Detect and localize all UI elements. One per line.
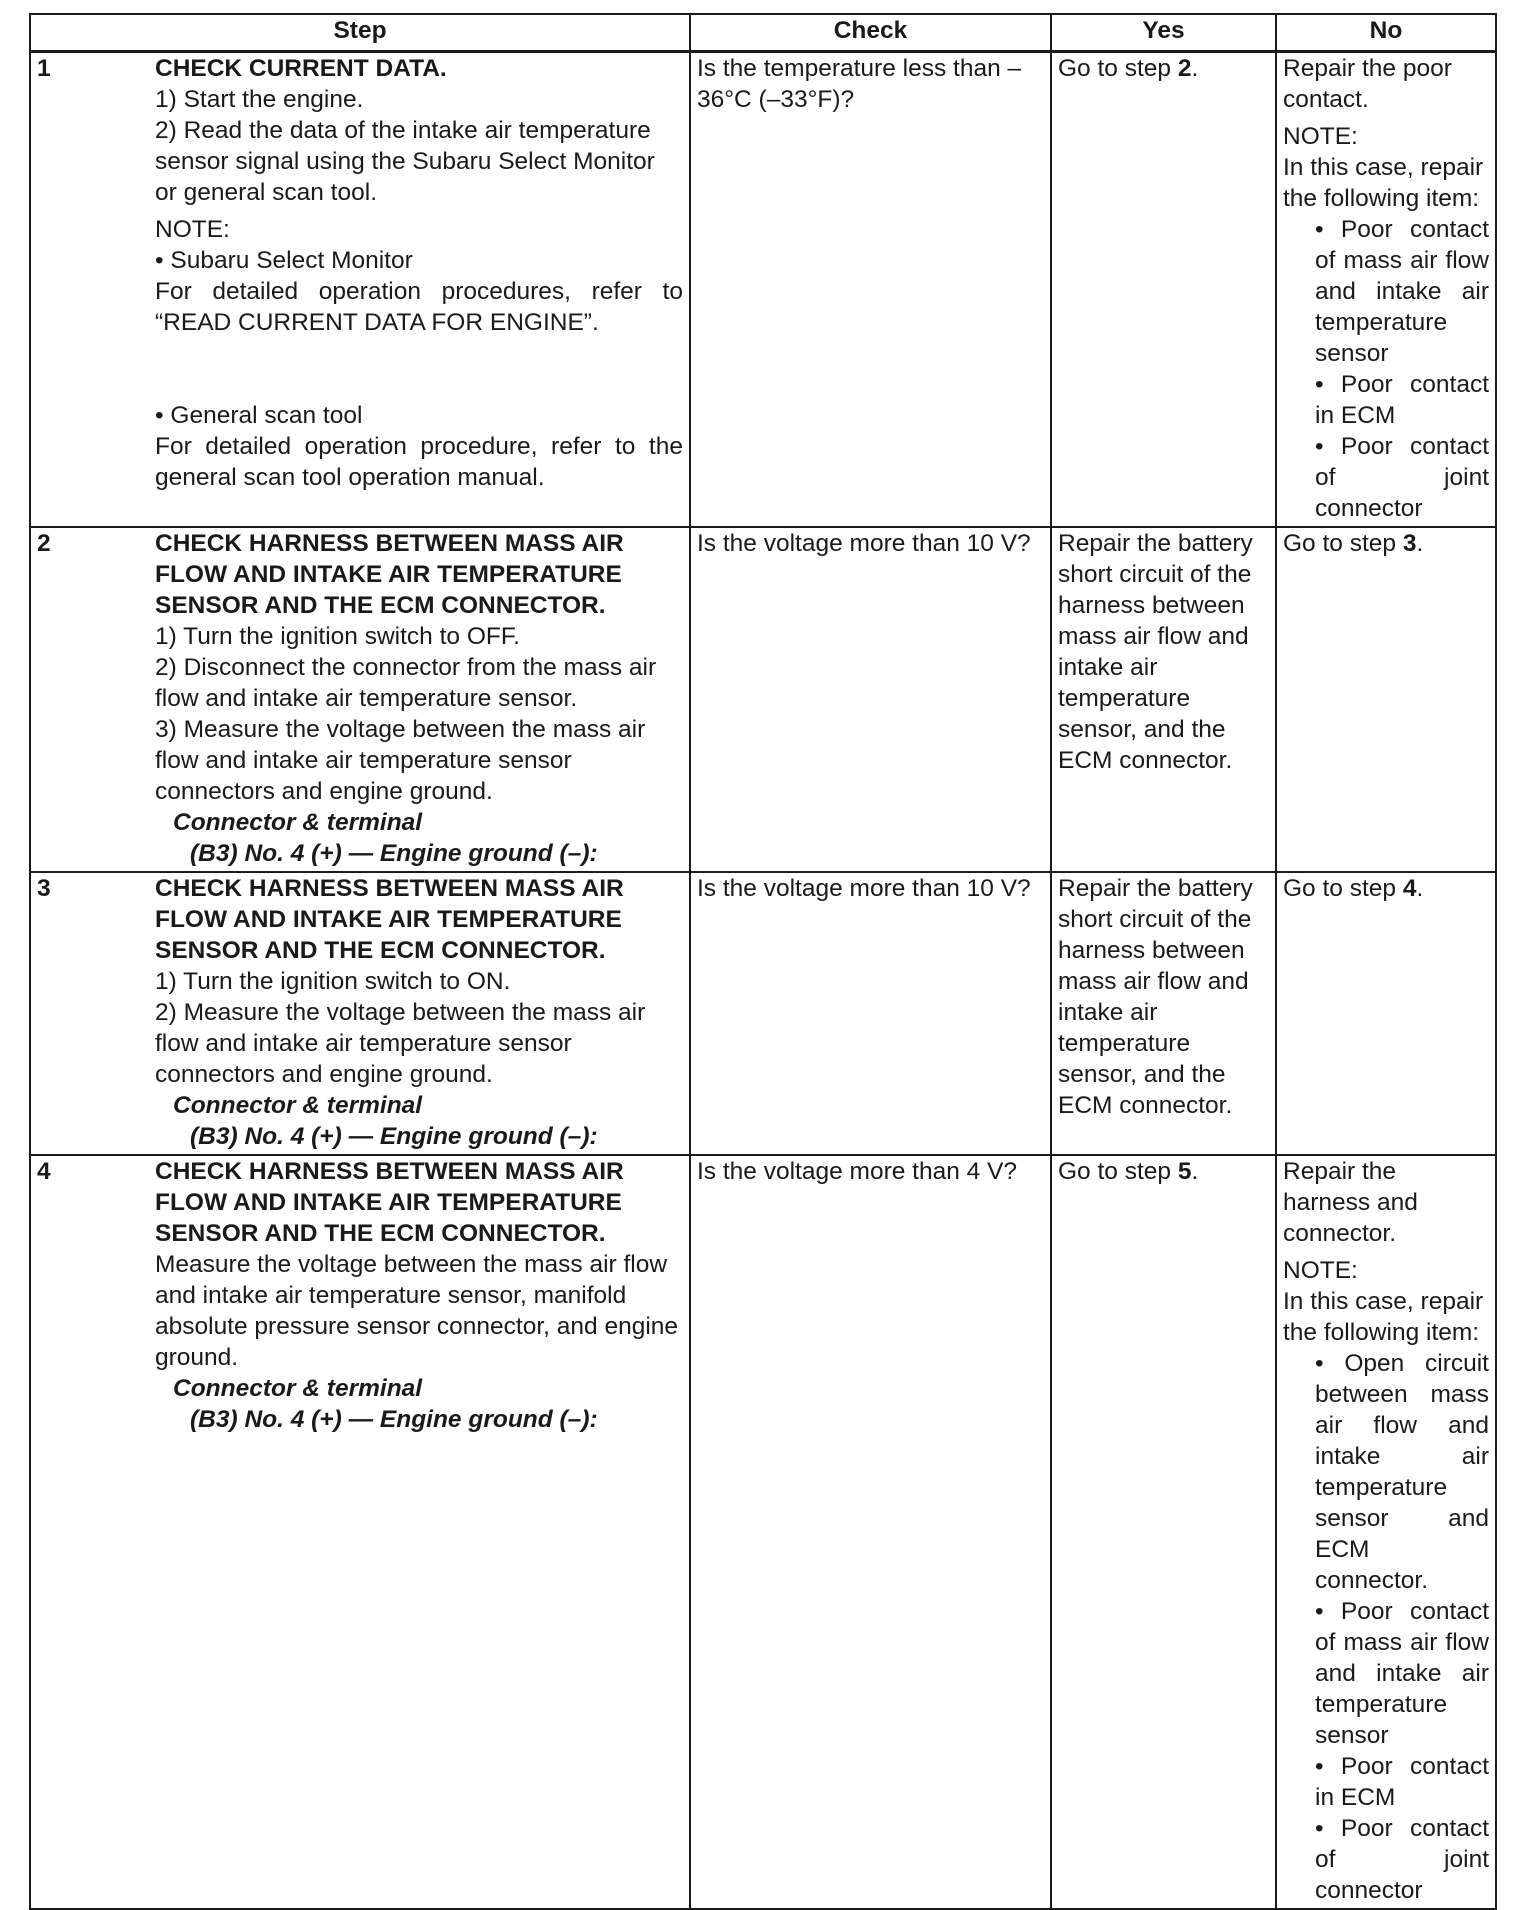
note-line: “READ CURRENT DATA FOR ENGINE”. (155, 309, 599, 336)
step-instruction: 1) Turn the ignition switch to ON. (155, 968, 511, 995)
step-content (155, 873, 683, 1152)
no-note-label: NOTE: (1283, 123, 1358, 150)
header-yes: Yes (1051, 14, 1276, 52)
no-list-item: • Open circuit between mass air flow and intake air temperature sensor and ECM connector. (1315, 1350, 1489, 1594)
step-instruction: 2) Disconnect the connector from the mass air flow and intake air temperature sensor. (155, 654, 657, 712)
check-cell (690, 527, 1051, 872)
yes-cell (1051, 52, 1276, 528)
no-action: Repair the harness and connector. (1283, 1158, 1418, 1247)
no-cell (1276, 872, 1496, 1155)
step-cell (30, 1155, 690, 1909)
no-cell (1276, 527, 1496, 872)
step-content (155, 1156, 683, 1435)
no-suffix: . (1416, 530, 1424, 557)
step-cell (30, 872, 690, 1155)
yes-cell (1051, 1155, 1276, 1909)
yes-cell (1051, 872, 1276, 1155)
yes-suffix: . (1191, 55, 1199, 82)
step-title: CHECK HARNESS BETWEEN MASS AIR FLOW AND INTAKE AIR TEMPERATURE SENSOR AND THE ECM CONNECTOR. (155, 530, 624, 619)
step-instruction: 2) Read the data of the intake air temperature (155, 117, 651, 144)
check-cell (690, 52, 1051, 528)
yes-prefix: Go to step (1058, 1158, 1178, 1185)
diagnostic-table (29, 13, 1497, 1910)
connector-value: (B3) No. 4 (+) — Engine ground (–): (190, 1406, 598, 1433)
yes-action: Repair the battery short circuit of the harness between mass air flow and intake air temperature sensor, and the ECM connector. (1058, 530, 1253, 774)
step-content (155, 528, 683, 869)
table-row (30, 52, 1496, 528)
note-line: • General scan tool (155, 402, 363, 429)
no-action: Repair the poor contact. (1283, 55, 1452, 113)
no-prefix: Go to step (1283, 530, 1403, 557)
yes-cell (1051, 527, 1276, 872)
step-title: CHECK CURRENT DATA. (155, 55, 447, 82)
connector-label: Connector & terminal (173, 1092, 423, 1119)
step-cell (30, 527, 690, 872)
step-number: 4 (37, 1158, 51, 1185)
check-question: Is the temperature less than –36°C (–33°F)? (697, 55, 1022, 113)
step-number: 1 (37, 55, 51, 82)
step-title: CHECK HARNESS BETWEEN MASS AIR FLOW AND INTAKE AIR TEMPERATURE SENSOR AND THE ECM CONNECTOR. (155, 1158, 624, 1247)
step-instruction: 1) Start the engine. (155, 86, 364, 113)
no-step-link[interactable]: 4 (1402, 875, 1417, 902)
no-step-link[interactable]: 3 (1402, 530, 1417, 557)
check-cell (690, 1155, 1051, 1909)
note-line: For detailed operation procedures, refer to (155, 278, 683, 305)
no-suffix: . (1416, 875, 1424, 902)
check-cell (690, 872, 1051, 1155)
no-list-item: • Poor contact in ECM (1315, 1753, 1489, 1811)
step-instruction: 1) Turn the ignition switch to OFF. (155, 623, 520, 650)
no-list-item: • Poor contact of joint connector (1315, 1815, 1489, 1904)
step-cell (30, 52, 690, 528)
header-no: No (1276, 14, 1496, 52)
connector-label: Connector & terminal (173, 809, 423, 836)
yes-suffix: . (1191, 1158, 1199, 1185)
step-title: CHECK HARNESS BETWEEN MASS AIR FLOW AND INTAKE AIR TEMPERATURE SENSOR AND THE ECM CONNECTOR. (155, 875, 624, 964)
step-instruction: or general scan tool. (155, 179, 377, 206)
yes-step-link[interactable]: 2 (1177, 55, 1192, 82)
yes-prefix: Go to step (1058, 55, 1178, 82)
step-number: 3 (37, 875, 51, 902)
step-instruction: 2) Measure the voltage between the mass air flow and intake air temperature sensor connectors and engine ground. (155, 999, 646, 1088)
check-question: Is the voltage more than 10 V? (697, 875, 1031, 902)
step-number: 2 (37, 530, 51, 557)
step-instruction: 3) Measure the voltage between the mass air flow and intake air temperature sensor connectors and engine ground. (155, 716, 646, 805)
no-list-item: • Poor contact in ECM (1315, 371, 1489, 429)
yes-action: Repair the battery short circuit of the harness between mass air flow and intake air temperature sensor, and the ECM connector. (1058, 875, 1253, 1119)
note-label: NOTE: (155, 216, 230, 243)
header-check: Check (690, 14, 1051, 52)
table-row (30, 1155, 1496, 1909)
connector-value: (B3) No. 4 (+) — Engine ground (–): (190, 1123, 598, 1150)
step-content (155, 53, 683, 493)
no-list-item: • Poor contact of mass air flow and intake air temperature sensor (1315, 216, 1489, 367)
yes-step-link[interactable]: 5 (1177, 1158, 1192, 1185)
check-question: Is the voltage more than 10 V? (697, 530, 1031, 557)
connector-value: (B3) No. 4 (+) — Engine ground (–): (190, 840, 598, 867)
step-instruction: Measure the voltage between the mass air flow and intake air temperature sensor, manifold absolute pressure sensor connector, and engine ground. (155, 1251, 679, 1371)
no-list-item: • Poor contact of joint connector (1315, 433, 1489, 522)
table-header-row (30, 14, 1496, 52)
connector-label: Connector & terminal (173, 1375, 423, 1402)
table-row (30, 872, 1496, 1155)
note-line: general scan tool operation manual. (155, 464, 545, 491)
no-note-label: NOTE: (1283, 1257, 1358, 1284)
check-question: Is the voltage more than 4 V? (697, 1158, 1018, 1185)
no-list-item: • Poor contact of mass air flow and intake air temperature sensor (1315, 1598, 1489, 1749)
note-line: • Subaru Select Monitor (155, 247, 413, 274)
table-row (30, 527, 1496, 872)
header-step: Step (30, 14, 690, 52)
no-note-intro: In this case, repair the following item: (1283, 1288, 1484, 1346)
no-cell (1276, 1155, 1496, 1909)
no-cell (1276, 52, 1496, 528)
no-note-intro: In this case, repair the following item: (1283, 154, 1484, 212)
note-line: For detailed operation procedure, refer to the (155, 433, 683, 460)
no-prefix: Go to step (1283, 875, 1403, 902)
step-instruction: sensor signal using the Subaru Select Monitor (155, 148, 655, 175)
diagnostic-table-container (29, 13, 1495, 1910)
